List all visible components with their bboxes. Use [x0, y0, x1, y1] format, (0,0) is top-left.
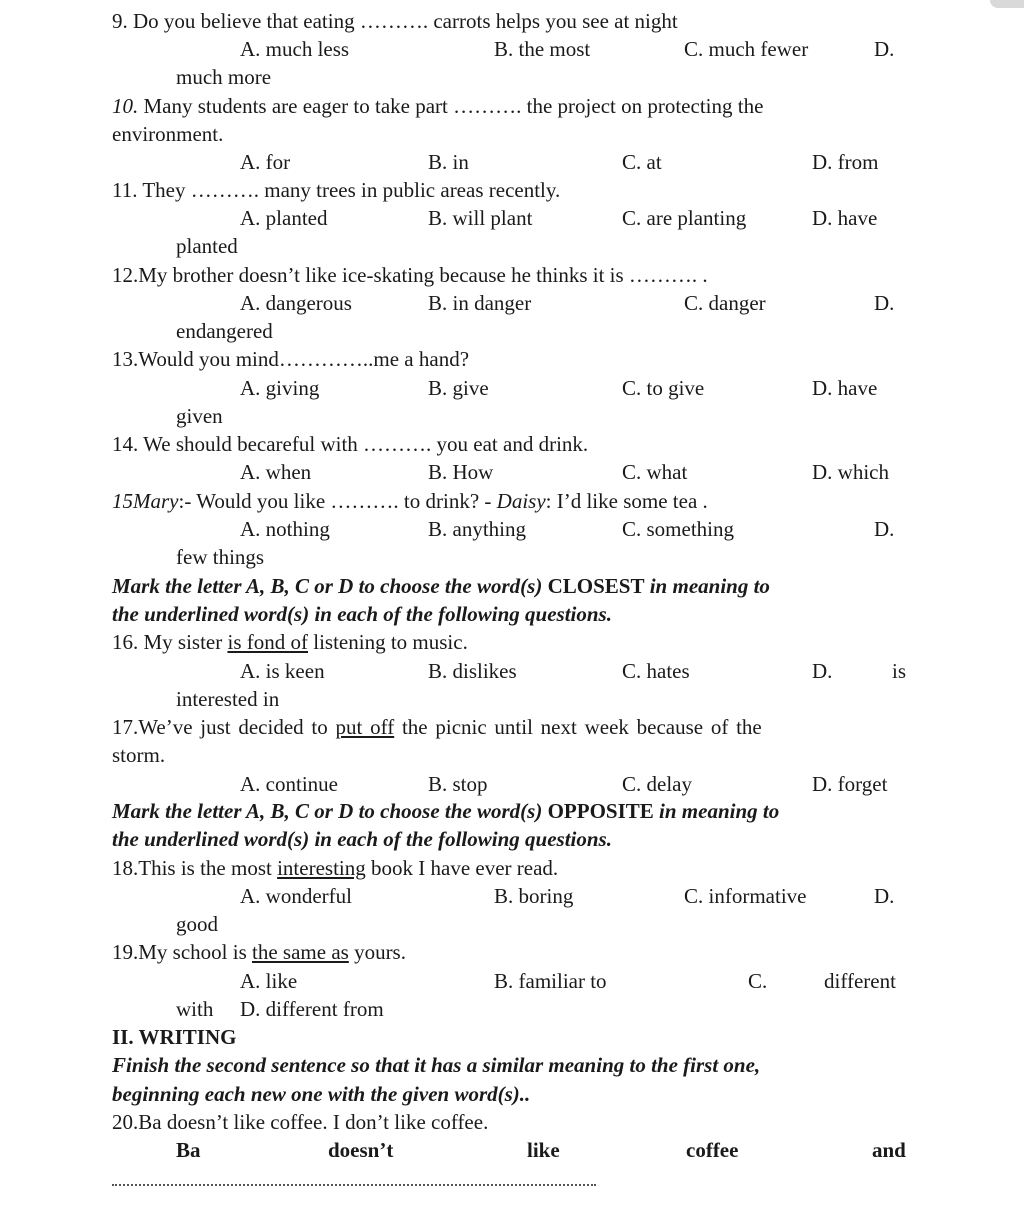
writing-heading: II. WRITING	[112, 1025, 237, 1049]
q18-option-c: C. informative	[684, 884, 807, 908]
q11-option-c: C. are planting	[622, 206, 747, 230]
directions-opposite: Mark the letter A, B, C or D to choose the word(s) OPPOSITE in meaning to	[112, 799, 780, 823]
q11-option-d: D. have	[812, 206, 878, 230]
q9-option-a: A. much less	[240, 37, 350, 61]
q20-word-3: like	[527, 1138, 560, 1162]
q20-word-5: and	[872, 1138, 906, 1162]
q13-option-b: B. give	[428, 376, 489, 400]
q9-option-d: D.	[874, 37, 895, 61]
question-9-stem: 9. Do you believe that eating ………. carrots helps you see at night	[112, 9, 678, 33]
q11-option-d-cont: planted	[176, 234, 238, 258]
q19-option-a: A. like	[240, 969, 298, 993]
q19-option-c-word: different	[824, 969, 896, 993]
q16-option-b: B. dislikes	[428, 659, 517, 683]
q15-option-d: D.	[874, 517, 895, 541]
question-13-stem: 13.Would you mind…………..me a hand?	[112, 347, 470, 371]
q16-option-d-cont: interested in	[176, 687, 280, 711]
q19-option-b: B. familiar to	[494, 969, 607, 993]
directions-closest: Mark the letter A, B, C or D to choose the word(s) CLOSEST in meaning to	[112, 574, 770, 598]
question-10-stem: 10. Many students are eager to take part ………. the project on protecting the	[112, 94, 764, 118]
q17-option-a: A. continue	[240, 772, 338, 796]
q15-option-c: C. something	[622, 517, 735, 541]
q12-option-a: A. dangerous	[240, 291, 352, 315]
directions-opposite-line2: the underlined word(s) in each of the following questions.	[112, 827, 612, 851]
question-15-stem: 15Mary:- Would you like ………. to drink? - Daisy: I’d like some tea .	[112, 489, 708, 513]
question-12-stem: 12.My brother doesn’t like ice-skating because he thinks it is ………. .	[112, 263, 708, 287]
q13-option-d: D. have	[812, 376, 878, 400]
question-16-stem: 16. My sister is fond of listening to music.	[112, 630, 468, 654]
q10-option-a: A. for	[240, 150, 291, 174]
q20-word-1: Ba	[176, 1138, 201, 1162]
q18-option-d-cont: good	[176, 912, 218, 936]
q18-option-d: D.	[874, 884, 895, 908]
question-19-stem: 19.My school is the same as yours.	[112, 940, 406, 964]
q12-option-d-cont: endangered	[176, 319, 273, 343]
q12-option-d: D.	[874, 291, 895, 315]
answer-line	[112, 1184, 596, 1186]
q11-option-b: B. will plant	[428, 206, 533, 230]
q12-option-c: C. danger	[684, 291, 766, 315]
writing-directions: Finish the second sentence so that it has a similar meaning to the first one,	[112, 1053, 761, 1077]
q13-option-d-cont: given	[176, 404, 223, 428]
q20-word-4: coffee	[686, 1138, 739, 1162]
question-17-stem-cont: storm.	[112, 743, 166, 767]
q15-option-d-cont: few things	[176, 545, 265, 569]
q14-option-d: D. which	[812, 460, 889, 484]
writing-directions-line2: beginning each new one with the given word(s)..	[112, 1082, 531, 1106]
scrollbar-corner	[990, 0, 1024, 8]
q18-option-a: A. wonderful	[240, 884, 352, 908]
q13-option-c: C. to give	[622, 376, 705, 400]
q14-option-c: C. what	[622, 460, 688, 484]
q16-option-c: C. hates	[622, 659, 690, 683]
q18-option-b: B. boring	[494, 884, 574, 908]
q12-option-b: B. in danger	[428, 291, 532, 315]
q16-option-d: D.	[812, 659, 833, 683]
q13-option-a: A. giving	[240, 376, 320, 400]
q14-option-b: B. How	[428, 460, 494, 484]
question-11-stem: 11. They ………. many trees in public areas recently.	[112, 178, 561, 202]
q9-option-c: C. much fewer	[684, 37, 809, 61]
question-18-stem: 18.This is the most interesting book I have ever read.	[112, 856, 559, 880]
q17-option-d: D. forget	[812, 772, 888, 796]
q17-option-c: C. delay	[622, 772, 692, 796]
q10-option-c: C. at	[622, 150, 662, 174]
q19-option-c: C.	[748, 969, 768, 993]
q20-word-2: doesn’t	[328, 1138, 394, 1162]
q11-option-a: A. planted	[240, 206, 328, 230]
q10-option-d: D. from	[812, 150, 879, 174]
directions-closest-line2: the underlined word(s) in each of the following questions.	[112, 602, 612, 626]
q19-option-d: D. different from	[240, 997, 384, 1021]
q16-option-d-word: is	[892, 659, 907, 683]
q15-option-b: B. anything	[428, 517, 526, 541]
q10-option-b: B. in	[428, 150, 469, 174]
question-17-stem: 17.We’ve just decided to put off the picnic until next week because of the	[112, 715, 762, 739]
q16-option-a: A. is keen	[240, 659, 325, 683]
q19-option-c-cont: with	[176, 997, 214, 1021]
q9-option-b: B. the most	[494, 37, 591, 61]
question-14-stem: 14. We should becareful with ………. you eat and drink.	[112, 432, 589, 456]
question-20-stem: 20.Ba doesn’t like coffee. I don’t like coffee.	[112, 1110, 489, 1134]
question-10-stem-cont: environment.	[112, 122, 224, 146]
q17-option-b: B. stop	[428, 772, 488, 796]
q9-option-d-cont: much more	[176, 65, 272, 89]
q14-option-a: A. when	[240, 460, 312, 484]
q15-option-a: A. nothing	[240, 517, 330, 541]
